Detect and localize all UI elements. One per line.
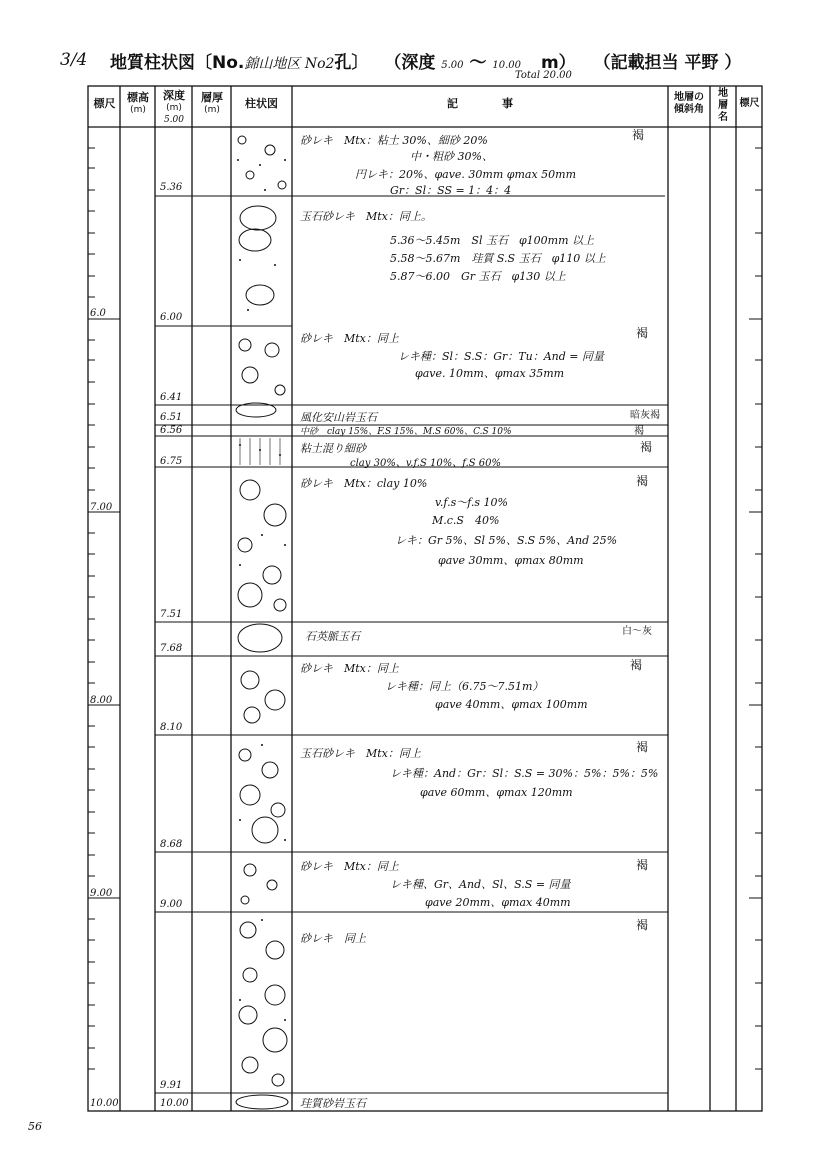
scale-mark: 10.00 [90,1098,119,1109]
sand-dot-pattern [237,159,286,1021]
col-elevation [121,92,155,116]
col-depth-label: 深度 [163,89,185,102]
layer-description-line: レキ：Gr 5%、Sl 5%、S.S 5%、And 25% [395,534,618,547]
layer-depth: 9.91 [160,1080,183,1091]
col-formation: 地層名 [718,88,728,123]
col-dip: 地層の傾斜角 [674,92,704,115]
col-scale-right: 標尺 [739,98,760,109]
layer-color: 褐 [636,918,649,932]
layer-color: 褐 [636,858,649,872]
layer-color: 褐 [636,740,649,754]
boulder-layer-pattern [236,206,288,1109]
layer-description-line: φave. 10mm、φmax 35mm [415,367,565,380]
layer-description-line: clay 30%、v.f.S 10%、f.S 60% [350,458,502,469]
layer-color: 褐 [632,128,645,142]
layer-depth: 6.00 [160,312,183,323]
layer-color: 暗灰褐 [630,410,660,421]
layer-description-line: 砂レキ Mtx：clay 10% [300,477,428,490]
layer-description-line: 円レキ：20%、φave. 30mm φmax 50mm [355,168,577,181]
col-depth-start: 5.00 [163,115,185,125]
layer-depth: 7.68 [160,643,183,654]
depth-from: 5.00 [441,60,464,71]
layer-description-line: 中砂 clay 15%、F.S 15%、M.S 60%、C.S 10% [300,427,512,437]
recorder: （記載担当 平野 ） [593,53,742,73]
layer-color: 褐 [634,426,644,437]
layer-description-line: 玉石砂レキ Mtx：同上 [300,747,421,760]
layer-depth: 9.00 [160,899,183,910]
layer-description-line: 5.87〜6.00 Gr 玉石 φ130 以上 [390,270,566,283]
layer-color: 白〜灰 [622,626,652,637]
layer-description-line: レキ種：同上（6.75〜7.51m） [385,680,544,693]
layer-description-line: 砂レキ 同上 [300,932,366,945]
layer-description-line: レキ種：Sl：S.S：Gr：Tu：And = 同量 [398,350,604,363]
layer-depth: 6.41 [160,392,183,403]
layer-depth: 7.51 [160,609,183,620]
layer-description-line: M.c.S 40% [432,514,500,527]
layer-description-line: φave 60mm、φmax 120mm [420,786,573,799]
layer-color: 褐 [640,440,653,454]
title-suffix: 孔〕 [334,53,369,73]
scale-mark: 6.0 [90,308,106,319]
layer-description-line: φave 40mm、φmax 100mm [435,698,588,711]
layer-description-line: 風化安山岩玉石 [300,411,377,424]
scale-mark: 8.00 [90,695,113,706]
col-depth-unit: (m) [166,103,182,113]
layer-description-line: 石英脈玉石 [305,630,360,643]
title-prefix: 地質柱状図〔No. [110,53,245,73]
layer-description-line: φave 20mm、φmax 40mm [425,896,571,909]
layer-description-line: 5.58〜5.67m 珪質 S.S 玉石 φ110 以上 [390,252,606,265]
layer-description-line: 粘土混り細砂 [300,442,366,455]
layer-description-line: v.f.s〜f.s 10% [435,496,508,509]
layer-description-line: 砂レキ Mtx：粘土 30%、細砂 20% [300,134,488,147]
col-thickness-unit: (m) [204,105,220,115]
layer-description-line: 砂レキ Mtx：同上 [300,662,399,675]
depth-to: 10.00 [492,60,522,71]
layer-description-line: 砂レキ Mtx：同上 [300,860,399,873]
col-elevation-unit: (m) [130,105,146,115]
gravel-pattern [238,136,287,1086]
sheet-number: 3/4 [60,50,88,70]
layer-depth: 8.68 [160,839,183,850]
layer-depth: 8.10 [160,722,183,733]
layer-color: 褐 [636,326,649,340]
col-column: 柱状図 [245,97,278,110]
layer-depth: 6.56 [160,425,183,436]
layer-description-line: 珪質砂岩玉石 [300,1097,366,1110]
depth-tilde: 〜 [469,53,487,73]
layer-description-line: レキ種、Gr、And、Sl、S.S = 同量 [390,878,571,891]
layer-description-line: 5.36〜5.45m Sl 玉石 φ100mm 以上 [390,234,595,247]
depth-unit: m） [540,53,576,73]
col-elevation-label: 標高 [127,91,149,104]
col-thickness [193,92,231,116]
col-scale: 標尺 [93,97,116,110]
layer-depth: 6.75 [160,456,183,467]
hole-name: 錦山地区 No2 [244,56,335,72]
layer-description-line: 砂レキ Mtx：同上 [300,332,399,345]
page-number: 56 [28,1120,42,1133]
layer-description-line: φave 30mm、φmax 80mm [438,554,584,567]
total-depth: Total 20.00 [515,70,572,81]
scale-mark: 7.00 [90,502,113,513]
col-thickness-label: 層厚 [201,91,223,104]
col-depth [156,90,192,126]
layer-color: 褐 [636,474,649,488]
col-description: 記 事 [447,97,513,110]
layer-depth: 6.51 [160,412,183,423]
layer-description-line: Gr：Sl：SS = 1：4：4 [390,184,512,197]
scale-mark: 9.00 [90,888,113,899]
depth-label: （深度 [384,53,436,73]
layer-description-line: レキ種：And：Gr：Sl：S.S = 30%：5%：5%：5% [390,767,659,780]
layer-depth: 10.00 [160,1098,189,1109]
layer-depth: 5.36 [160,182,183,193]
layer-description-line: 中・粗砂 30%、 [410,150,493,163]
layer-color: 褐 [630,658,643,672]
layer-description-line: 玉石砂レキ Mtx：同上。 [300,210,432,223]
